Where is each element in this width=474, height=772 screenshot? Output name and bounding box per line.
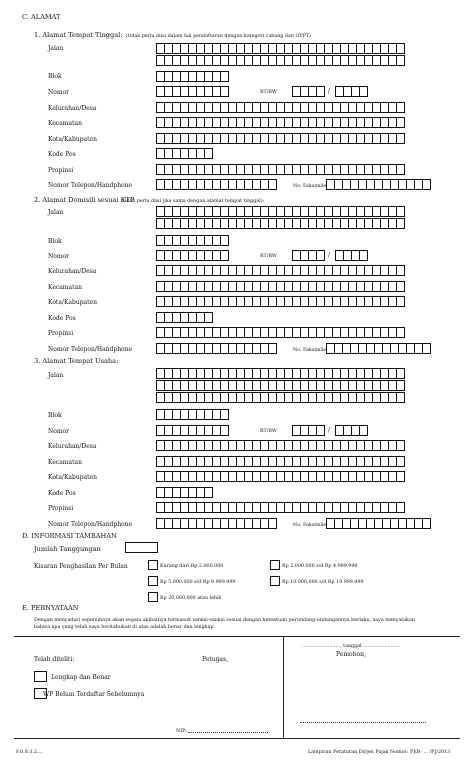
kelurahan-grid[interactable] xyxy=(156,102,405,113)
rtrw-slash: / xyxy=(328,427,331,434)
petugas-label: Petugas, xyxy=(202,656,228,663)
jalan-label: Jalan xyxy=(48,45,64,52)
kelurahan-label: Kelurahan/Desa xyxy=(48,268,97,275)
char-box[interactable] xyxy=(422,518,431,529)
declaration-line-1: Dengan menyadari sepenuhnya akan segala akibatnya termasuk sanksi-sanksi sesuai dengan ketentuan perundang-undangannya berlaku, saya menyatakan xyxy=(34,618,415,623)
blok-grid[interactable] xyxy=(156,71,229,82)
jalan-grid-row-2[interactable] xyxy=(156,55,405,66)
faksimile-label: No. Faksimile xyxy=(293,523,327,528)
jumlah-tanggungan-box[interactable] xyxy=(125,542,158,553)
declaration-line-2: bahwa apa yang telah saya beritahukan di atas adalah benar dan lengkap. xyxy=(34,625,216,630)
faksimile-label: No. Faksimile xyxy=(293,348,327,353)
nomor-grid[interactable] xyxy=(156,86,229,97)
char-box[interactable] xyxy=(396,133,405,144)
nomor-grid[interactable] xyxy=(156,250,229,261)
char-box[interactable] xyxy=(396,218,405,229)
income-option-2-checkbox[interactable] xyxy=(270,560,280,570)
faksimile-grid[interactable] xyxy=(326,518,431,529)
char-box[interactable] xyxy=(396,471,405,482)
propinsi-label: Propinsi xyxy=(48,505,74,512)
char-box[interactable] xyxy=(396,296,405,307)
kisaran-label: Kisaran Penghasilan Per Bulan xyxy=(34,563,128,570)
rtrw-label: RT/RW xyxy=(260,254,277,259)
char-box[interactable] xyxy=(396,265,405,276)
section-c-title: C. ALAMAT xyxy=(22,13,61,21)
address-2-note: (tidak perlu diisi jika sama dengan alamat tempat tinggal): xyxy=(121,199,265,204)
nomor-label: Nomor xyxy=(48,89,70,96)
jalan-label: Jalan xyxy=(48,209,64,216)
char-box[interactable] xyxy=(220,235,229,246)
blok-grid[interactable] xyxy=(156,409,229,420)
income-option-3-checkbox[interactable] xyxy=(148,576,158,586)
rw-grid[interactable] xyxy=(335,250,368,261)
kecamatan-label: Kecamatan xyxy=(48,120,82,127)
kota-grid[interactable] xyxy=(156,133,405,144)
jalan-grid-row-2[interactable] xyxy=(156,380,405,391)
pemohon-signature-line xyxy=(300,722,426,723)
jumlah-tanggungan-label: Jumlah Tanggungan xyxy=(34,545,101,553)
kodepos-label: Kode Pos xyxy=(48,151,76,158)
income-option-5-checkbox[interactable] xyxy=(148,592,158,602)
kecamatan-label: Kecamatan xyxy=(48,284,82,291)
signature-block-top-border xyxy=(14,636,460,637)
address-1-heading: 1. Alamat Tempat Tinggal: xyxy=(34,31,123,39)
jalan-grid-row-1[interactable] xyxy=(156,206,405,217)
income-option-1-checkbox[interactable] xyxy=(148,560,158,570)
rtrw-slash: / xyxy=(328,88,331,95)
section-d-title: D. INFORMASI TAMBAHAN xyxy=(22,532,117,540)
jalan-label: Jalan xyxy=(48,372,64,379)
kelurahan-grid[interactable] xyxy=(156,265,405,276)
address-1-note: (tidak perlu diisi dalam hal pendaftaran dengan kategori cabang dan OPPT) xyxy=(126,34,311,39)
lengkap-label: Lengkap dan Benar xyxy=(51,674,111,681)
kodepos-grid[interactable] xyxy=(156,487,213,498)
char-box[interactable] xyxy=(396,206,405,217)
kota-grid[interactable] xyxy=(156,296,405,307)
char-box[interactable] xyxy=(268,179,277,190)
faksimile-label: No. Faksimile xyxy=(293,184,327,189)
income-option-2-label: Rp 2.000.000 s/d Rp 4.999.999 xyxy=(282,564,358,569)
char-box[interactable] xyxy=(268,518,277,529)
kecamatan-label: Kecamatan xyxy=(48,459,82,466)
income-option-4-label: Rp 10.000.000 s/d Rp 19.999.999 xyxy=(282,580,364,585)
address-3-heading: 3. Alamat Tempat Usaha: xyxy=(34,357,119,365)
char-box[interactable] xyxy=(396,502,405,513)
telepon-label: Nomor Telepon/Handphone xyxy=(48,346,133,353)
jalan-grid-row-3[interactable] xyxy=(156,392,405,403)
nomor-label: Nomor xyxy=(48,253,70,260)
char-box[interactable] xyxy=(396,440,405,451)
telepon-label: Nomor Telepon/Handphone xyxy=(48,521,133,528)
kota-label: Kota/Kabupaten xyxy=(48,299,97,306)
char-box[interactable] xyxy=(396,327,405,338)
kota-label: Kota/Kabupaten xyxy=(48,474,97,481)
nip-label: NIP: xyxy=(176,729,187,734)
rt-grid[interactable] xyxy=(292,425,325,436)
rt-grid[interactable] xyxy=(292,86,325,97)
telepon-grid[interactable] xyxy=(156,343,277,354)
kodepos-label: Kode Pos xyxy=(48,315,76,322)
blok-label: Blok xyxy=(48,412,62,419)
rtrw-label: RT/RW xyxy=(260,429,277,434)
income-option-5-label: Rp 20.000.000 atau lebih xyxy=(160,596,222,601)
address-2-heading: 2. Alamat Domisili sesuai KTP xyxy=(34,196,135,204)
char-box[interactable] xyxy=(396,380,405,391)
propinsi-label: Propinsi xyxy=(48,330,74,337)
rtrw-slash: / xyxy=(328,252,331,259)
propinsi-grid[interactable] xyxy=(156,164,405,175)
char-box[interactable] xyxy=(396,281,405,292)
kelurahan-label: Kelurahan/Desa xyxy=(48,105,97,112)
signature-block-divider xyxy=(283,636,284,738)
char-box[interactable] xyxy=(396,456,405,467)
char-box[interactable] xyxy=(220,71,229,82)
char-box[interactable] xyxy=(396,164,405,175)
jalan-grid-row-1[interactable] xyxy=(156,368,405,379)
form-code: F.0.0.3.2.... xyxy=(16,750,43,755)
char-box[interactable] xyxy=(359,250,368,261)
char-box[interactable] xyxy=(396,392,405,403)
section-e-title: E. PERNYATAAN xyxy=(22,604,79,612)
kecamatan-grid[interactable] xyxy=(156,281,405,292)
income-option-3-label: Rp 5.000.000 s/d Rp 9.999.999 xyxy=(160,580,236,585)
propinsi-grid[interactable] xyxy=(156,327,405,338)
nip-line xyxy=(188,732,268,733)
rw-grid[interactable] xyxy=(335,86,368,97)
char-box[interactable] xyxy=(396,117,405,128)
propinsi-label: Propinsi xyxy=(48,167,74,174)
kodepos-grid[interactable] xyxy=(156,312,213,323)
kota-grid[interactable] xyxy=(156,471,405,482)
telah-diteliti-label: Telah diteliti: xyxy=(34,656,75,663)
char-box[interactable] xyxy=(422,179,431,190)
propinsi-grid[interactable] xyxy=(156,502,405,513)
rtrw-label: RT/RW xyxy=(260,90,277,95)
blok-label: Blok xyxy=(48,238,62,245)
wp-belum-label: WP Belum Terdaftar Sebelumnya xyxy=(43,691,145,698)
income-option-1-label: Kurang dari Rp 2.000.000 xyxy=(160,564,224,569)
char-box[interactable] xyxy=(316,425,325,436)
char-box[interactable] xyxy=(204,148,213,159)
blok-label: Blok xyxy=(48,73,62,80)
signature-block-bottom-border xyxy=(14,738,460,739)
kota-label: Kota/Kabupaten xyxy=(48,136,97,143)
char-box[interactable] xyxy=(316,86,325,97)
nomor-label: Nomor xyxy=(48,428,70,435)
kecamatan-grid[interactable] xyxy=(156,117,405,128)
char-box[interactable] xyxy=(359,425,368,436)
char-box[interactable] xyxy=(220,250,229,261)
char-box[interactable] xyxy=(359,86,368,97)
kelurahan-label: Kelurahan/Desa xyxy=(48,443,97,450)
jalan-grid-row-1[interactable] xyxy=(156,43,405,54)
char-box[interactable] xyxy=(268,343,277,354)
char-box[interactable] xyxy=(204,312,213,323)
telepon-grid[interactable] xyxy=(156,179,277,190)
income-option-4-checkbox[interactable] xyxy=(270,576,280,586)
kodepos-grid[interactable] xyxy=(156,148,213,159)
nomor-grid[interactable] xyxy=(156,425,229,436)
kelurahan-grid[interactable] xyxy=(156,440,405,451)
char-box[interactable] xyxy=(204,487,213,498)
char-box[interactable] xyxy=(220,425,229,436)
lengkap-checkbox[interactable] xyxy=(34,671,47,682)
char-box[interactable] xyxy=(396,102,405,113)
lampiran-note: Lampiran Peraturan Dirjen Pajak Nomor: PER- ... /PJ/2013 xyxy=(308,750,451,755)
blok-grid[interactable] xyxy=(156,235,229,246)
char-box[interactable] xyxy=(422,343,431,354)
char-box[interactable] xyxy=(396,368,405,379)
kodepos-label: Kode Pos xyxy=(48,490,76,497)
char-box[interactable] xyxy=(220,409,229,420)
kecamatan-grid[interactable] xyxy=(156,456,405,467)
faksimile-grid[interactable] xyxy=(326,343,431,354)
faksimile-grid[interactable] xyxy=(326,179,431,190)
pemohon-label: Pemohon, xyxy=(336,651,366,658)
char-box[interactable] xyxy=(396,55,405,66)
rt-grid[interactable] xyxy=(292,250,325,261)
telepon-grid[interactable] xyxy=(156,518,277,529)
jalan-grid-row-2[interactable] xyxy=(156,218,405,229)
char-box[interactable] xyxy=(220,86,229,97)
tanggal-line: ........................ , tanggal ........................ xyxy=(302,644,400,649)
char-box[interactable] xyxy=(396,43,405,54)
rw-grid[interactable] xyxy=(335,425,368,436)
telepon-label: Nomor Telepon/Handphone xyxy=(48,182,133,189)
char-box[interactable] xyxy=(316,250,325,261)
